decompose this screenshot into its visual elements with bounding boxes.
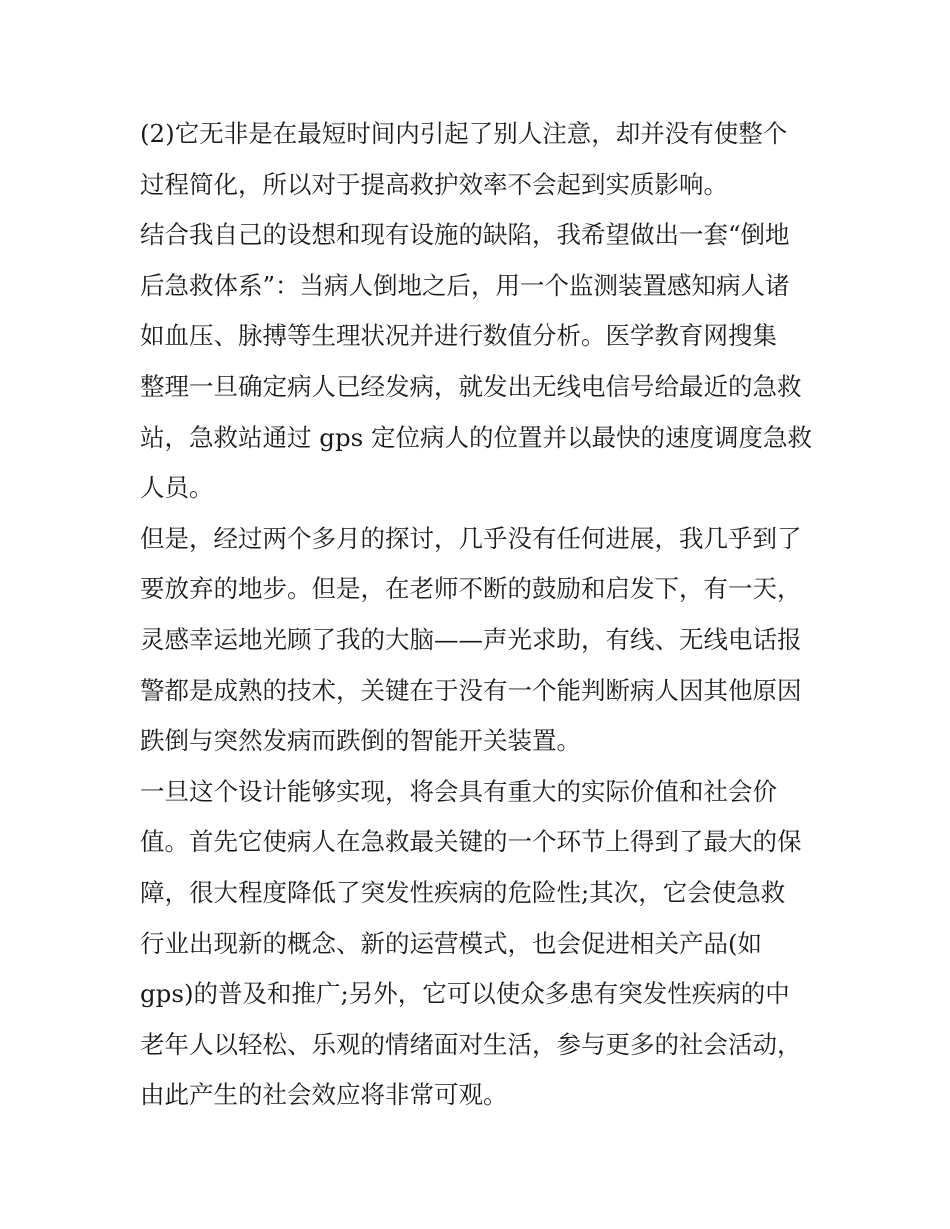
text-line: 要放弃的地步。但是，在老师不断的鼓励和启发下，有一天， (140, 574, 802, 604)
text-line: (2)它无非是在最短时间内引起了别人注意，却并没有使整个 (140, 119, 788, 148)
text-line: 行业出现新的概念、新的运营模式，也会促进相关产品(如 (140, 928, 763, 958)
text-line: 警都是成熟的技术，关键在于没有一个能判断病人因其他原因 (140, 675, 802, 705)
text-line: 值。首先它使病人在急救最关键的一个环节上得到了最大的保 (140, 827, 802, 857)
text-line: 灵感幸运地光顾了我的大脑——声光求助，有线、无线电话报 (140, 624, 802, 654)
text-line: 站，急救站通过 gps 定位病人的位置并以最快的速度调度急救 (140, 422, 813, 452)
text-line: 后急救体系”：当病人倒地之后，用一个监测装置感知病人诸 (140, 270, 790, 300)
body-text (140, 109, 820, 1121)
text-line: 人员。 (140, 473, 214, 503)
text-line: 由此产生的社会效应将非常可观。 (140, 1080, 508, 1110)
text-line: 过程简化，所以对于提高救护效率不会起到实质影响。 (140, 169, 728, 199)
text-line: 老年人以轻松、乐观的情绪面对生活，参与更多的社会活动， (140, 1029, 802, 1059)
text-line: 跌倒与突然发病而跌倒的智能开关装置。 (140, 726, 581, 756)
text-line: 障，很大程度降低了突发性疾病的危险性;其次，它会使急救 (140, 877, 786, 907)
text-line: 结合我自己的设想和现有设施的缺陷，我希望做出一套“倒地 (140, 220, 790, 250)
text-line: 一旦这个设计能够实现，将会具有重大的实际价值和社会价 (140, 776, 777, 806)
text-line: 但是，经过两个多月的探讨，几乎没有任何进展，我几乎到了 (140, 523, 802, 553)
text-line: gps)的普及和推广;另外，它可以使众多患有突发性疾病的中 (140, 979, 790, 1009)
text-line: 如血压、脉搏等生理状况并进行数值分析。医学教育网搜集 (140, 321, 777, 351)
text-line: 整理一旦确定病人已经发病，就发出无线电信号给最近的急救 (140, 371, 802, 401)
